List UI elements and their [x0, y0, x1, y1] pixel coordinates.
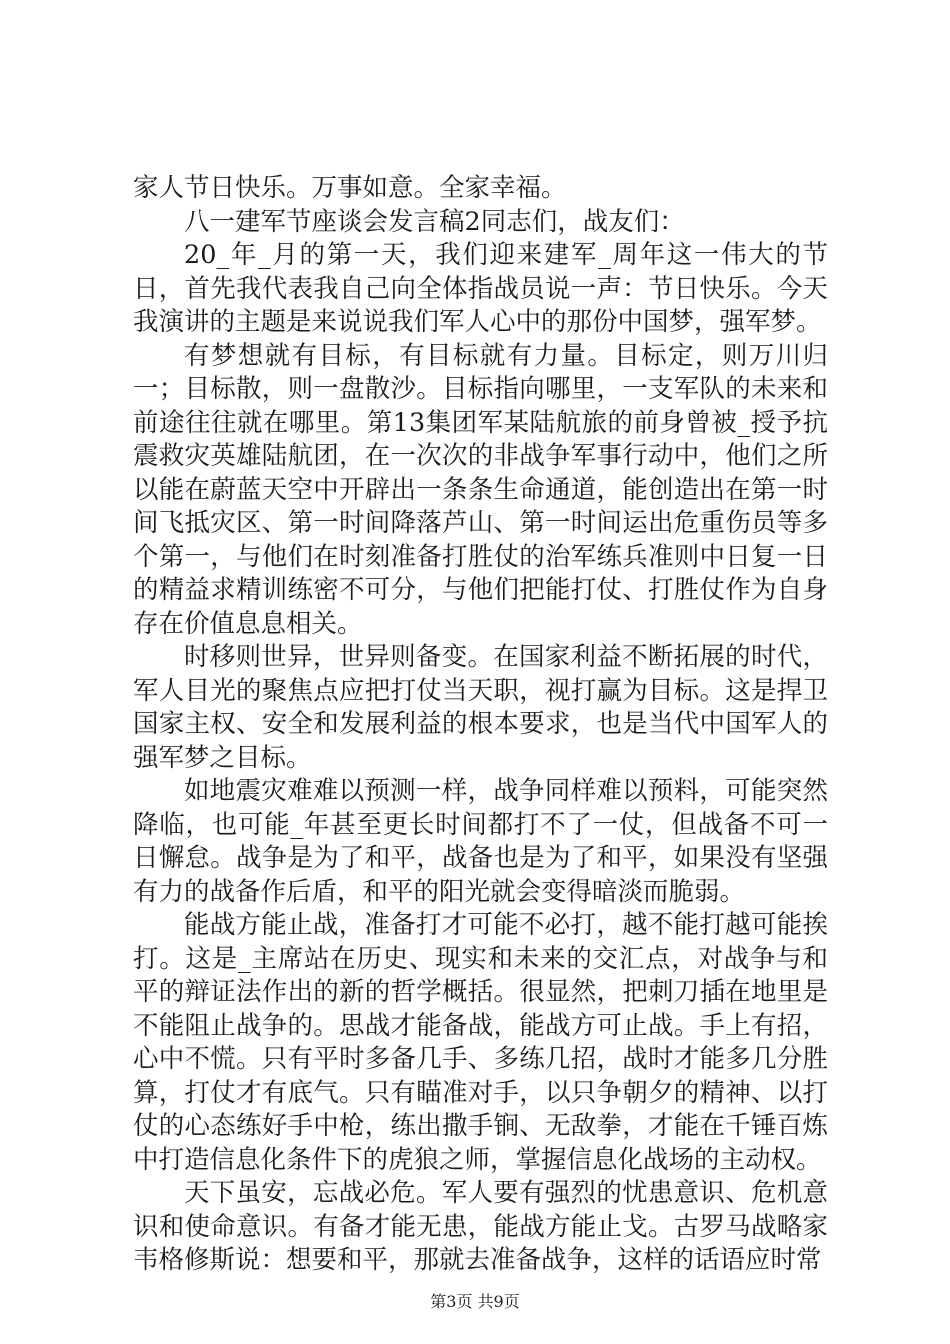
- paragraph: 家人节日快乐。万事如意。全家幸福。: [133, 173, 567, 203]
- paragraph: 如地震灾难难以预测一样，战争同样难以预料，可能突然降临，也可能_年甚至更长时间都打不了一仗，但战备不可一日懈怠。战争是为了和平，战备也是为了和平，如果没有坚强有力的战备作后盾，和平的阳光就会变得暗淡而脆弱。: [133, 776, 828, 907]
- paragraph: 20_年_月的第一天，我们迎来建军_周年这一伟大的节日，首先我代表我自己向全体指战员说一声：节日快乐。今天我演讲的主题是来说说我们军人心中的那份中国梦，强军梦。: [133, 240, 828, 337]
- document-body: [133, 172, 828, 1278]
- paragraph-heading: 八一建军节座谈会发言稿2同志们，战友们：: [184, 206, 685, 237]
- paragraph: 时移则世异，世异则备变。在国家利益不断拓展的时代，军人目光的聚焦点应把打仗当天职，视打赢为目标。这是捍卫国家主权、安全和发展利益的根本要求，也是当代中国军人的强军梦之目标。: [133, 642, 828, 773]
- paragraph: 有梦想就有目标，有目标就有力量。目标定，则万川归一；目标散，则一盘散沙。目标指向哪里，一支军队的未来和前途往往就在哪里。第13集团军某陆航旅的前身曾被_授予抗震救灾英雄陆航团，在一次次的非战争军事行动中，他们之所以能在蔚蓝天空中开辟出一条条生命通道，能创造出在第一时间飞抵灾区、第一时间降落芦山、第一时间运出危重伤员等多个第一，与他们在时刻准备打胜仗的治军练兵准则中日复一日的精益求精训练密不可分，与他们把能打仗、打胜仗作为自身存在价值息息相关。: [133, 340, 828, 639]
- paragraph: 能战方能止战，准备打才可能不必打，越不能打越可能挨打。这是_主席站在历史、现实和未来的交汇点，对战争与和平的辩证法作出的新的哲学概括。很显然，把刺刀插在地里是不能阻止战争的。思战才能备战，能战方可止战。手上有招，心中不慌。只有平时多备几手、多练几招，战时才能多几分胜算，打仗才有底气。只有瞄准对手，以只争朝夕的精神、以打仗的心态练好手中枪，练出撒手锏、无敌拳，才能在千锤百炼中打造信息化条件下的虎狼之师，掌握信息化战场的主动权。: [133, 910, 828, 1175]
- page-number-footer: 第3页 共9页: [430, 1292, 520, 1311]
- paragraph: 天下虽安，忘战必危。军人要有强烈的忧患意识、危机意识和使命意识。有备才能无患，能战方能止戈。古罗马战略家韦格修斯说：想要和平，那就去准备战争，这样的话语应时常: [133, 1178, 828, 1275]
